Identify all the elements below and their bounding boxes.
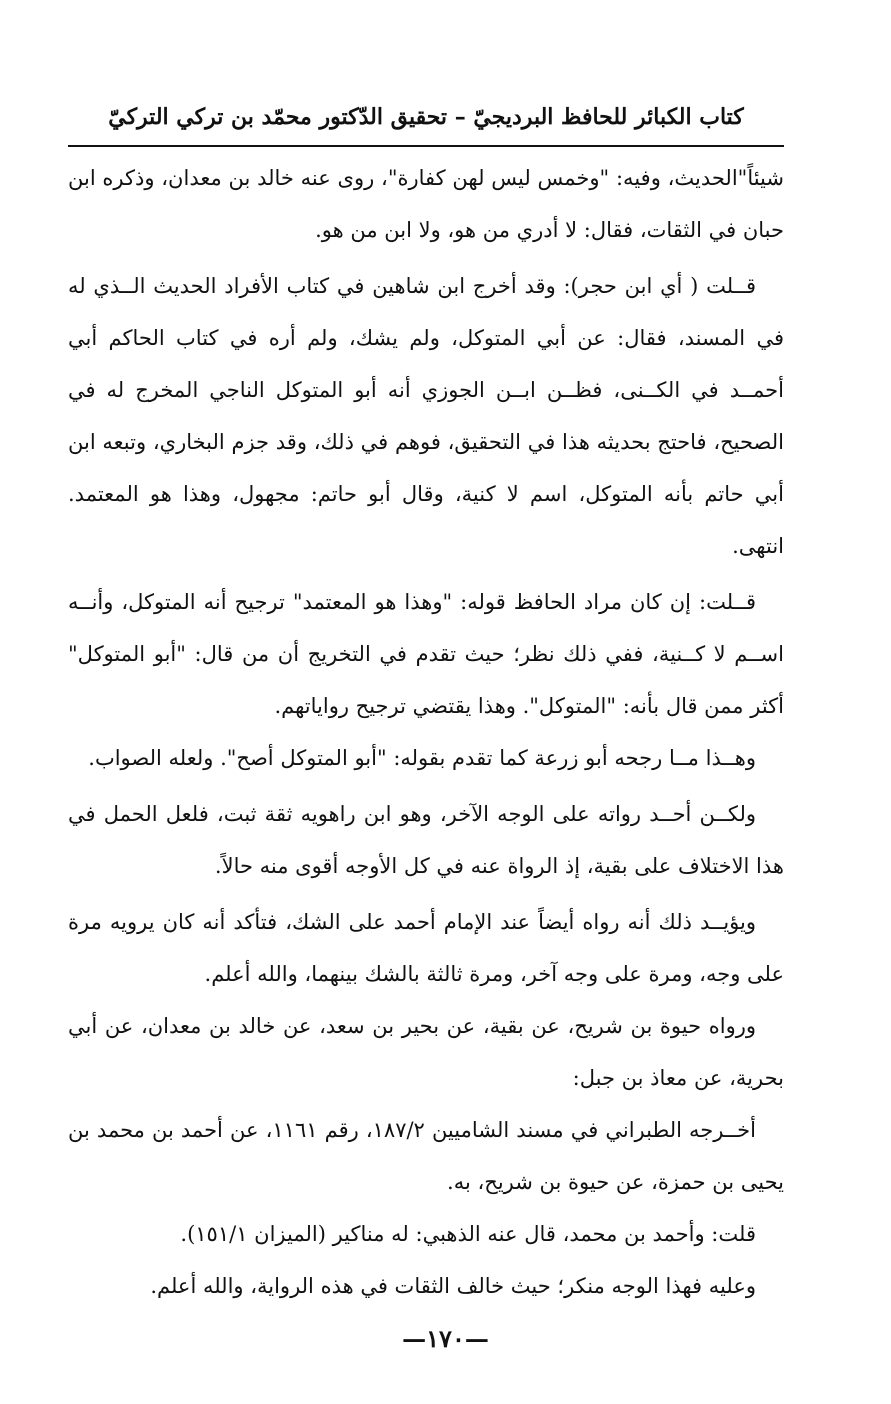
- paragraph: قــلت: إن كان مراد الحافظ قوله: "وهذا هو المعتمد" ترجيح أنه المتوكل، وأنــه اســم لا كــنية، ففي ذلك نظر؛ حيث تقدم في التخريج أن من قال: "أبو المتوكل" أكثر ممن قال بأنه: "المتوكل". وهذا يقتضي ترجيح رواياتهم.: [68, 590, 784, 718]
- page-number: —١٧٠—: [402, 1324, 489, 1353]
- paragraph: ويؤيــد ذلك أنه رواه أيضاً عند الإمام أحمد على الشك، فتأكد أنه كان يرويه مرة على وجه، ومرة على وجه آخر، ومرة ثالثة بالشك بينهما، والله أعلم.: [68, 910, 784, 986]
- running-title: كتاب الكبائر للحافظ البرديجيّ – تحقيق الدّكتور محمّد بن تركي التركيّ: [108, 104, 744, 130]
- paragraph: قلت: وأحمد بن محمد، قال عنه الذهبي: له مناكير (الميزان ١٥١/١).: [180, 1222, 756, 1246]
- paragraph: ولكــن أحــد رواته على الوجه الآخر، وهو ابن راهويه ثقة ثبت، فلعل الحمل في هذا الاختلاف على بقية، إذ الرواة عنه في كل الأوجه أقوى منه حالاً.: [68, 802, 784, 878]
- paragraph: شيئاً"الحديث، وفيه: "وخمس ليس لهن كفارة"، روى عنه خالد بن معدان، وذكره ابن حبان في الثقات، فقال: لا أدري من هو، ولا ابن من هو.: [68, 166, 784, 242]
- paragraph: ورواه حيوة بن شريح، عن بقية، عن بحير بن سعد، عن خالد بن معدان، عن أبي بحرية، عن معاذ بن جبل:: [68, 1014, 784, 1090]
- paragraph: قــلت ( أي ابن حجر): وقد أخرج ابن شاهين في كتاب الأفراد الحديث الــذي له في المسند، فقال: عن أبي المتوكل، ولم يشك، ولم أره في كتاب الحاكم أبي أحمــد في الكــنى، فظــن ابــن الجوزي أنه أبو المتوكل الناجي المخرج له في الصحيح، فاحتج بحديثه هذا في التحقيق، فوهم في ذلك، وقد جزم البخاري، وتبعه ابن أبي حاتم بأنه المتوكل، اسم لا كنية، وقال أبو حاتم: مجهول، وهذا هو المعتمد. انتهى.: [68, 274, 784, 558]
- paragraph: وعليه فهذا الوجه منكر؛ حيث خالف الثقات في هذه الرواية، والله أعلم.: [150, 1274, 756, 1298]
- paragraph: أخــرجه الطبراني في مسند الشاميين ١٨٧/٢، رقم ١١٦١، عن أحمد بن محمد بن يحيى بن حمزة، عن حيوة بن شريح، به.: [68, 1118, 784, 1194]
- header-rule: [68, 145, 784, 147]
- body-text: [68, 152, 784, 1312]
- paragraph: وهــذا مــا رجحه أبو زرعة كما تقدم بقوله: "أبو المتوكل أصح". ولعله الصواب.: [88, 746, 756, 770]
